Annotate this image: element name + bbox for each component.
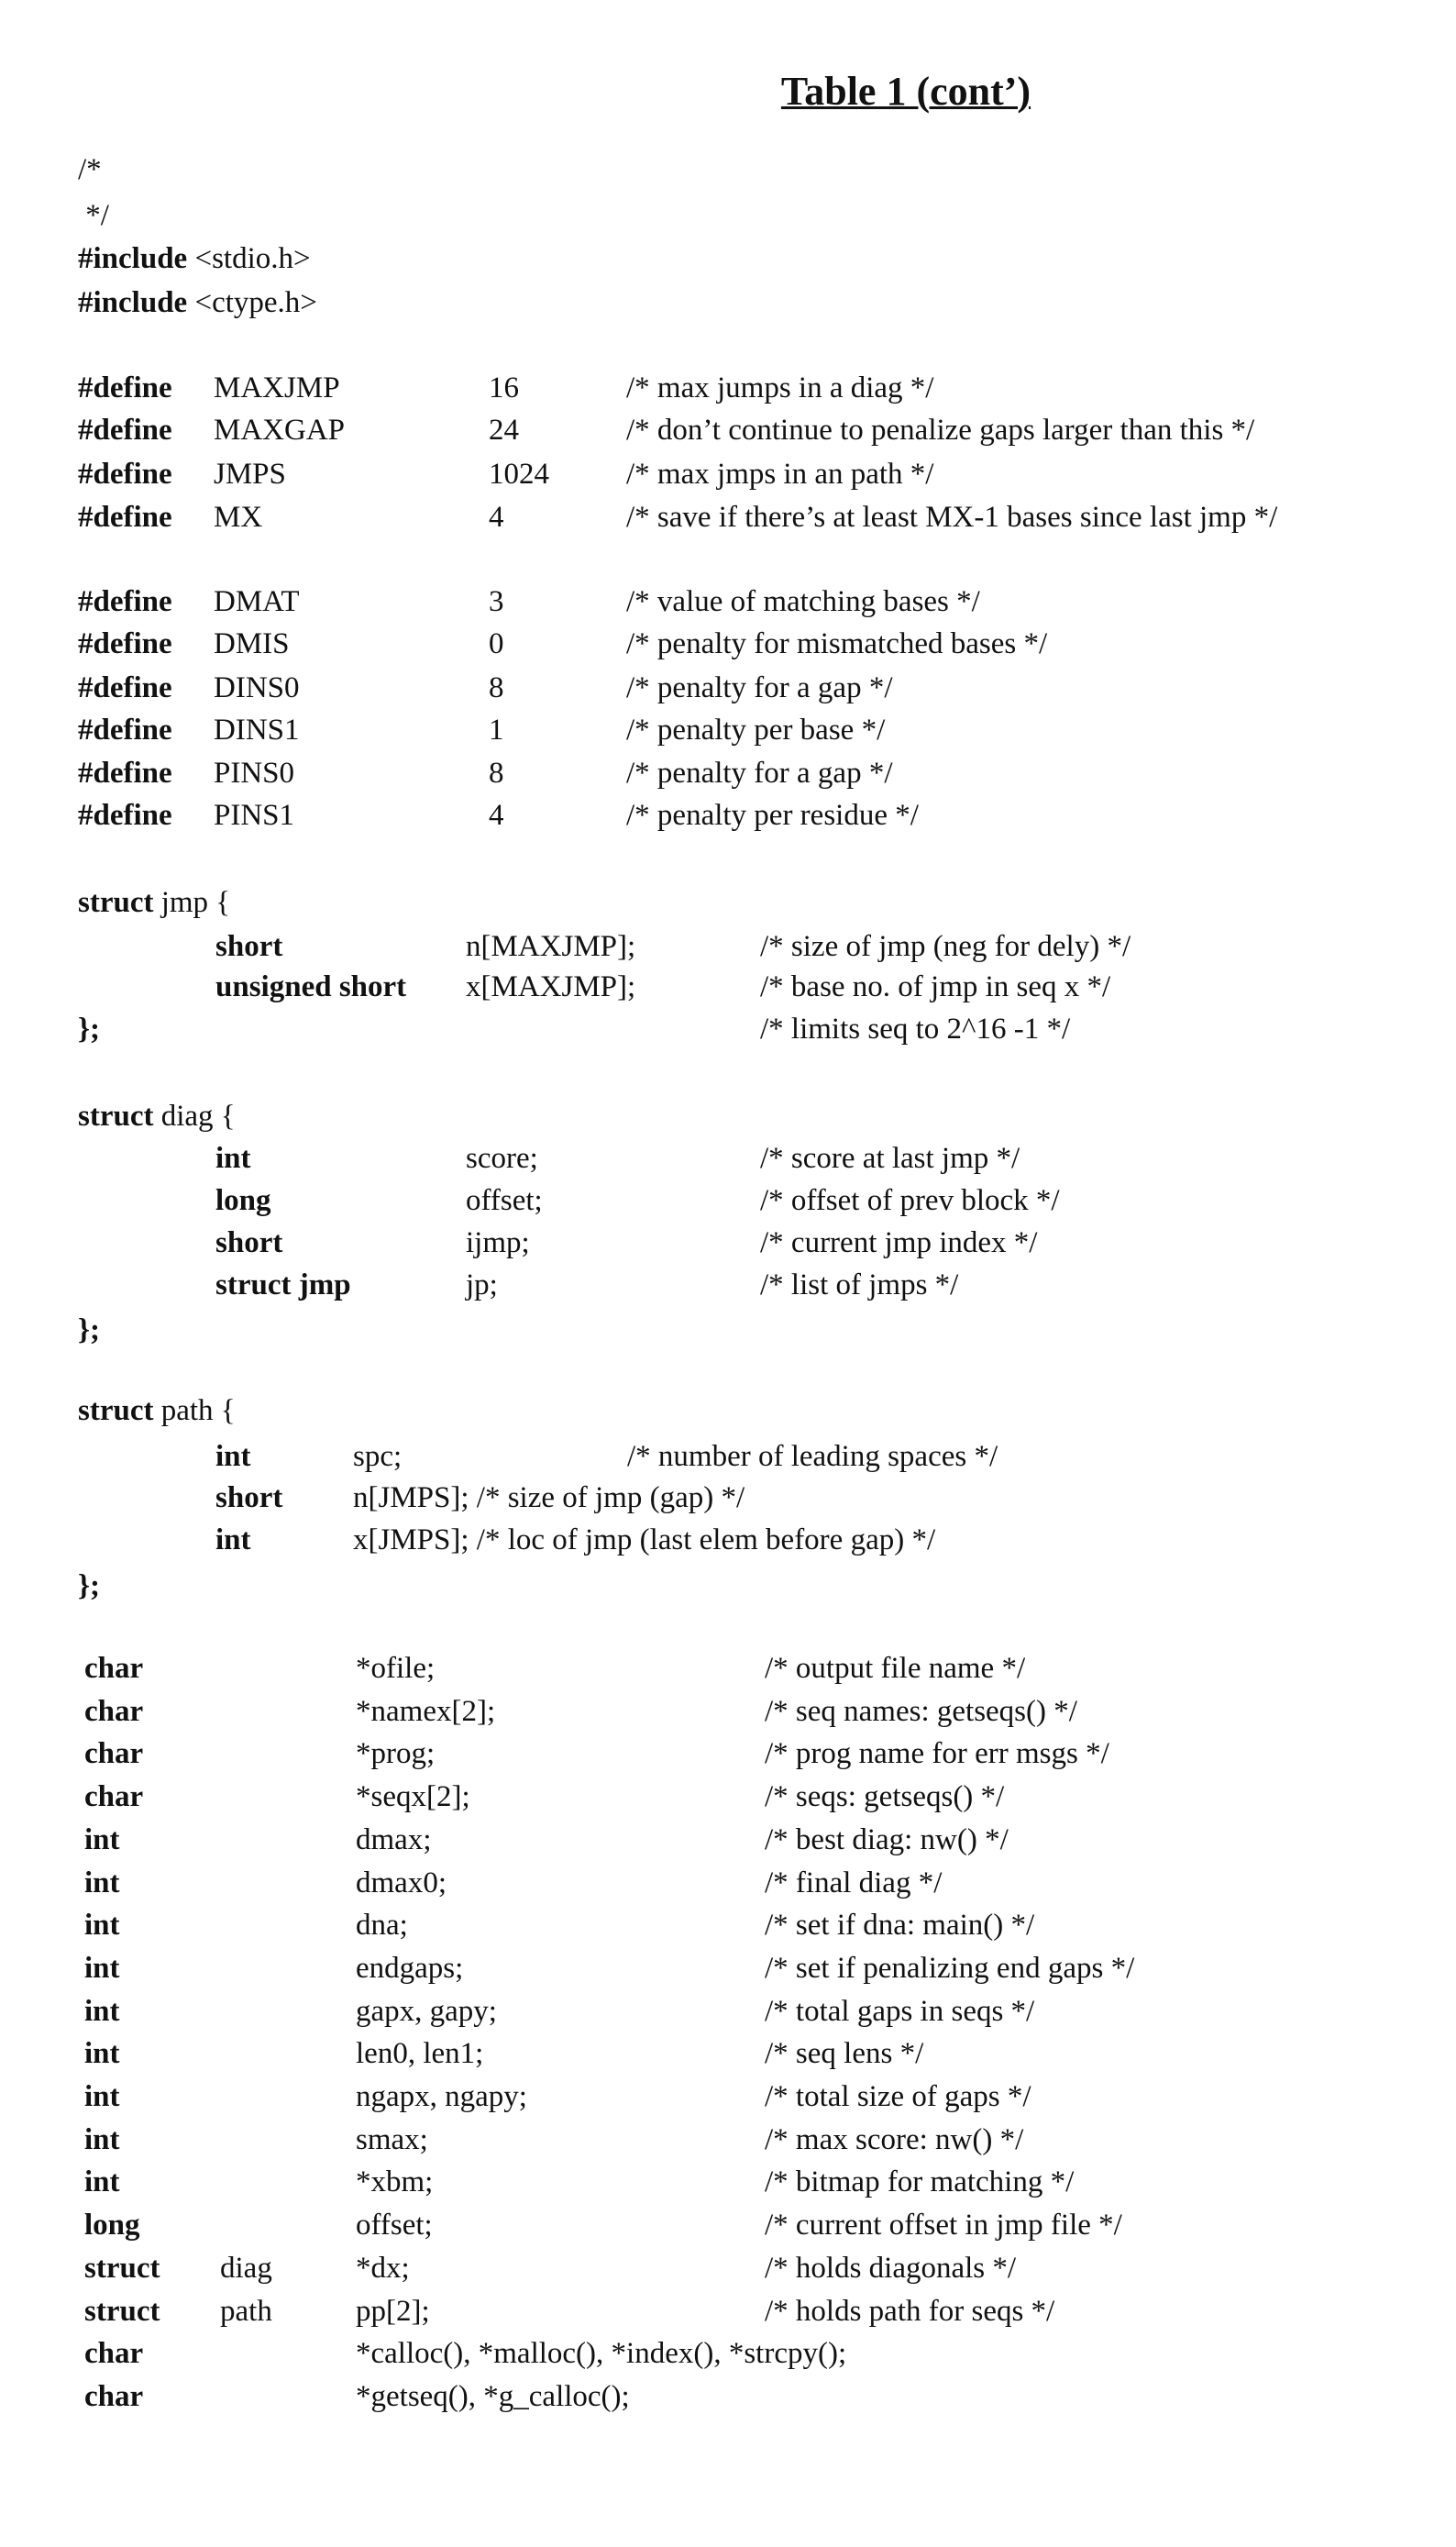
code-token: struct <box>78 1100 153 1133</box>
code-token: 4 <box>489 795 504 836</box>
code-token: offset; <box>356 2205 433 2245</box>
code-token: jp; <box>466 1265 498 1305</box>
code-token: #define <box>78 795 172 836</box>
code-token: /* base no. of jmp in seq x */ <box>760 967 1110 1007</box>
code-line <box>0 1390 158 1431</box>
code-token: #define <box>78 753 172 793</box>
code-token: struct <box>78 1394 153 1427</box>
code-token: 16 <box>489 368 519 408</box>
code-token: /* list of jmps */ <box>760 1265 958 1305</box>
code-token: path <box>220 2291 272 2331</box>
code-token: /* prog name for err msgs */ <box>765 1733 1109 1774</box>
code-token: 3 <box>489 581 504 622</box>
code-token: #define <box>78 710 172 750</box>
code-token: /* current offset in jmp file */ <box>765 2205 1122 2245</box>
code-token: offset; <box>466 1180 543 1221</box>
code-token: PINS1 <box>214 795 294 836</box>
code-token: ijmp; <box>466 1223 530 1263</box>
code-line <box>0 882 152 923</box>
code-token: /* output file name */ <box>765 1648 1025 1689</box>
code-token: char <box>84 2333 143 2374</box>
code-token: struct <box>84 2291 160 2331</box>
code-token: short <box>215 926 282 967</box>
code-token: gapx, gapy; <box>356 1991 497 2032</box>
code-token: dmax; <box>356 1820 431 1860</box>
code-token: /* bitmap for matching */ <box>765 2162 1074 2202</box>
code-token: *dx; <box>356 2248 410 2288</box>
code-token: unsigned short <box>215 967 406 1007</box>
code-token: char <box>84 1691 143 1732</box>
code-token: int <box>215 1138 251 1179</box>
code-token: /* seq names: getseqs() */ <box>765 1691 1077 1732</box>
code-token: pp[2]; <box>356 2291 430 2331</box>
code-token: /* holds path for seqs */ <box>765 2291 1054 2331</box>
code-token: /* offset of prev block */ <box>760 1180 1060 1221</box>
code-token: <ctype.h> <box>187 286 317 319</box>
code-token: 4 <box>489 497 504 537</box>
code-token: #define <box>78 368 172 408</box>
code-token: smax; <box>356 2120 428 2160</box>
code-token: #define <box>78 624 172 664</box>
code-token: #define <box>78 410 172 450</box>
code-token: /* penalty for a gap */ <box>626 668 893 708</box>
code-token: struct jmp <box>215 1265 351 1305</box>
code-token: */ <box>78 195 109 236</box>
code-token: /* <box>78 149 102 190</box>
code-token: x[JMPS]; /* loc of jmp (last elem before gap) */ <box>353 1520 935 1560</box>
code-token: *calloc(), *malloc(), *index(), *strcpy(); <box>356 2333 846 2374</box>
code-token: DINS1 <box>214 710 300 750</box>
code-token: <stdio.h> <box>187 242 310 275</box>
code-token: PINS0 <box>214 753 294 793</box>
code-token: 1 <box>489 710 504 750</box>
code-line <box>0 282 239 323</box>
code-token: int <box>215 1520 251 1560</box>
code-token: jmp { <box>153 886 230 919</box>
code-token: int <box>84 2076 120 2117</box>
code-token: /* value of matching bases */ <box>626 581 980 622</box>
code-token: long <box>84 2205 140 2245</box>
code-token: endgaps; <box>356 1948 463 1988</box>
code-token: 0 <box>489 624 504 664</box>
code-token: }; <box>78 1310 100 1350</box>
code-token: #define <box>78 497 172 537</box>
page-title: Table 1 (cont’) <box>0 68 1456 115</box>
code-token: /* set if penalizing end gaps */ <box>765 1948 1134 1988</box>
code-token: DMIS <box>214 624 290 664</box>
code-token: MAXJMP <box>214 368 340 408</box>
code-token: *xbm; <box>356 2162 433 2202</box>
code-token: x[MAXJMP]; <box>466 967 635 1007</box>
code-token: short <box>215 1223 282 1263</box>
code-token: }; <box>78 1566 100 1606</box>
code-token: int <box>84 2120 120 2160</box>
code-token: /* seqs: getseqs() */ <box>765 1777 1004 1817</box>
code-token: long <box>215 1180 271 1221</box>
code-token: dmax0; <box>356 1863 447 1903</box>
code-token: dna; <box>356 1905 408 1945</box>
code-token: /* current jmp index */ <box>760 1223 1037 1263</box>
code-line <box>0 238 233 279</box>
code-token: char <box>84 1733 143 1774</box>
code-token: spc; <box>353 1436 402 1477</box>
code-token: *seqx[2]; <box>356 1777 470 1817</box>
code-token: char <box>84 1777 143 1817</box>
code-token: int <box>84 1863 120 1903</box>
code-token: /* number of leading spaces */ <box>627 1436 998 1477</box>
code-token: len0, len1; <box>356 2033 483 2074</box>
code-token: /* total size of gaps */ <box>765 2076 1031 2117</box>
code-token: #define <box>78 668 172 708</box>
code-token: /* score at last jmp */ <box>760 1138 1020 1179</box>
code-token: /* penalty per base */ <box>626 710 885 750</box>
code-token: ngapx, ngapy; <box>356 2076 527 2117</box>
code-token: int <box>84 1905 120 1945</box>
code-token: int <box>84 2033 120 2074</box>
code-token: int <box>84 1820 120 1860</box>
code-token: /* penalty for mismatched bases */ <box>626 624 1047 664</box>
code-token: struct <box>78 886 153 919</box>
code-token: /* best diag: nw() */ <box>765 1820 1009 1860</box>
code-token: /* max score: nw() */ <box>765 2120 1023 2160</box>
code-token: *getseq(), *g_calloc(); <box>356 2376 630 2417</box>
code-token: /* save if there’s at least MX-1 bases since last jmp */ <box>626 497 1277 537</box>
code-token: n[JMPS]; /* size of jmp (gap) */ <box>353 1478 745 1518</box>
code-token: 24 <box>489 410 519 450</box>
code-token: JMPS <box>214 454 286 494</box>
code-token: diag <box>220 2248 272 2288</box>
code-token: struct <box>84 2248 160 2288</box>
code-token: *namex[2]; <box>356 1691 495 1732</box>
code-token: 1024 <box>489 454 549 494</box>
code-token: #define <box>78 454 172 494</box>
code-token: #include <box>78 242 187 275</box>
code-token: /* penalty for a gap */ <box>626 753 893 793</box>
code-token: int <box>84 1991 120 2032</box>
code-token: /* seq lens */ <box>765 2033 923 2074</box>
code-token: /* penalty per residue */ <box>626 795 919 836</box>
code-token: int <box>84 2162 120 2202</box>
code-token: int <box>84 1948 120 1988</box>
code-token: diag { <box>153 1100 235 1133</box>
code-token: 8 <box>489 753 504 793</box>
code-token: /* set if dna: main() */ <box>765 1905 1034 1945</box>
code-token: /* limits seq to 2^16 -1 */ <box>760 1009 1070 1049</box>
code-token: /* max jmps in an path */ <box>626 454 933 494</box>
code-token: int <box>215 1436 251 1477</box>
code-token: MX <box>214 497 262 537</box>
code-token: short <box>215 1478 282 1518</box>
code-token: #define <box>78 581 172 622</box>
code-token: n[MAXJMP]; <box>466 926 635 967</box>
code-token: /* don’t continue to penalize gaps larger than this */ <box>626 410 1254 450</box>
code-line <box>0 1096 158 1136</box>
code-token: *ofile; <box>356 1648 435 1689</box>
code-token: 8 <box>489 668 504 708</box>
code-token: char <box>84 2376 143 2417</box>
code-token: path { <box>153 1394 235 1427</box>
code-token: MAXGAP <box>214 410 345 450</box>
code-token: *prog; <box>356 1733 435 1774</box>
code-token: /* final diag */ <box>765 1863 942 1903</box>
code-token: /* total gaps in seqs */ <box>765 1991 1034 2032</box>
code-token: #include <box>78 286 187 319</box>
code-token: /* size of jmp (neg for dely) */ <box>760 926 1131 967</box>
code-token: score; <box>466 1138 538 1179</box>
code-token: }; <box>78 1009 100 1049</box>
code-token: /* max jumps in a diag */ <box>626 368 933 408</box>
code-token: DMAT <box>214 581 300 622</box>
code-token: char <box>84 1648 143 1689</box>
code-token: /* holds diagonals */ <box>765 2248 1016 2288</box>
code-token: DINS0 <box>214 668 300 708</box>
